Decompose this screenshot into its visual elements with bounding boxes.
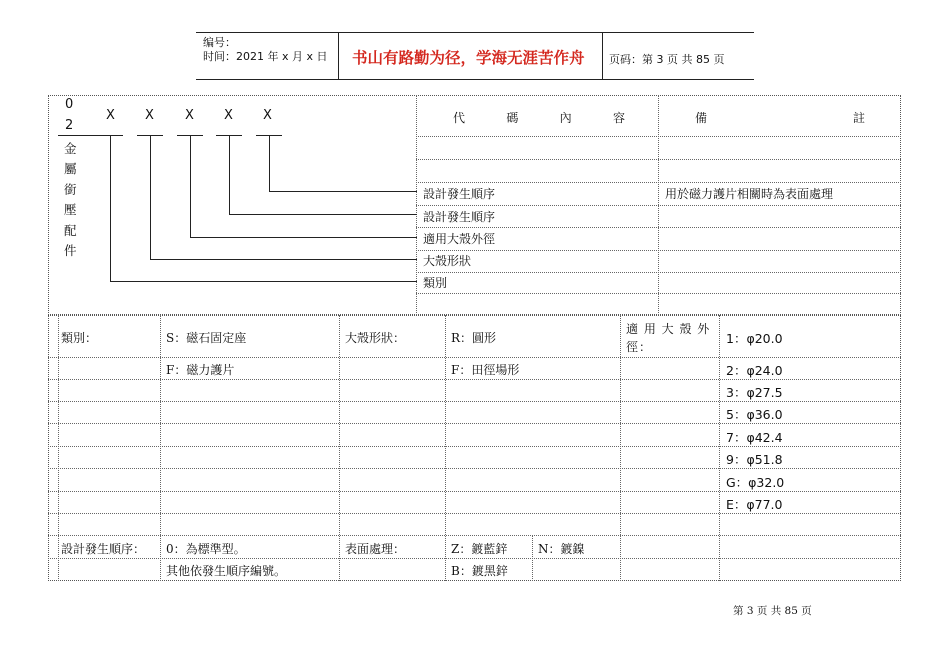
diameter-item: 1：φ20.0 (726, 331, 783, 346)
remark-header-char: 註 (852, 111, 865, 125)
vertical-label-char: 件 (64, 243, 77, 258)
row-divider (48, 423, 901, 424)
code-remark-cell: 用於磁力護片相關時為表面處理 (665, 187, 834, 201)
header-divider (338, 32, 339, 79)
leader-line (269, 191, 417, 192)
row-divider (48, 468, 901, 469)
vertical-label-char: 屬 (64, 161, 77, 176)
surface-item: B：鍍黑鋅 (451, 564, 508, 578)
diameter-item: 9：φ51.8 (726, 452, 783, 467)
leader-line (110, 281, 417, 282)
surface-item: Z：鍍藍鋅 (451, 542, 508, 556)
surface-item: N：鍍鎳 (538, 542, 585, 556)
code-position: X (263, 108, 272, 123)
column-divider (160, 315, 161, 581)
leader-line (229, 135, 230, 215)
diameter-item: 5：φ36.0 (726, 407, 783, 422)
diameter-item: E：φ77.0 (726, 497, 783, 512)
page-info: 页码：第 3 页 共 85 页 (609, 53, 725, 66)
sequence-item: 其他依發生順序編號。 (166, 564, 287, 578)
code-prefix-digit: 0 (65, 97, 74, 112)
code-content-cell: 設計發生順序 (423, 187, 496, 201)
row-divider (48, 558, 901, 559)
vertical-label-char: 金 (64, 141, 77, 156)
vertical-label-char: 配 (64, 223, 77, 238)
column-divider (719, 315, 720, 581)
code-content-cell: 類別 (423, 276, 448, 290)
code-position: X (224, 108, 233, 123)
column-divider (339, 315, 340, 581)
diameter-item: 3：φ27.5 (726, 385, 783, 400)
sequence-label: 設計發生順序： (61, 542, 146, 556)
leader-line (269, 135, 270, 192)
code-content-cell: 設計發生順序 (423, 210, 496, 224)
column-divider (620, 315, 621, 581)
column-divider (58, 315, 59, 581)
surface-label: 表面處理： (345, 542, 406, 556)
category-item: S：磁石固定座 (166, 331, 247, 345)
leader-line (110, 135, 111, 282)
column-divider (445, 315, 446, 581)
sequence-item: 0：為標準型。 (166, 542, 246, 556)
row-divider (416, 159, 901, 160)
code-prefix-digit: 2 (65, 118, 74, 133)
code-position: X (145, 108, 154, 123)
row-divider (416, 182, 901, 183)
row-divider (416, 272, 901, 273)
row-divider (416, 136, 901, 137)
row-divider (416, 227, 901, 228)
row-divider (48, 491, 901, 492)
diameter-item: 7：φ42.4 (726, 430, 783, 445)
leader-line (190, 135, 191, 238)
code-position: X (106, 108, 115, 123)
code-content-cell: 大殼形狀 (423, 254, 472, 268)
row-divider (48, 379, 901, 380)
number-label: 编号： (203, 36, 236, 49)
row-divider (48, 513, 901, 514)
diameter-label: 適 用 大 殼 外 徑： (626, 322, 711, 354)
remark-header (695, 109, 865, 126)
shape-item: F：田徑場形 (451, 363, 520, 377)
shape-item: R：圓形 (451, 331, 497, 345)
content-header-char: 代 (453, 111, 466, 125)
motto: 书山有路勤为径，学海无涯苦作舟 (352, 48, 585, 67)
row-divider (416, 250, 901, 251)
leader-line (150, 135, 151, 260)
content-header-char: 內 (559, 111, 572, 125)
diameter-item: G：φ32.0 (726, 475, 785, 490)
category-label: 類別： (61, 331, 98, 345)
leader-line (150, 259, 417, 260)
prefix-underline (58, 135, 100, 136)
code-content-cell: 適用大殼外徑 (423, 232, 496, 246)
remark-header-char: 備 (695, 111, 708, 125)
leader-line (229, 214, 417, 215)
row-divider (416, 293, 901, 294)
shape-label: 大殼形狀： (345, 331, 406, 345)
row-divider (416, 205, 901, 206)
time-label: 时间：2021 年 x 月 x 日 (203, 50, 328, 63)
header-top-rule (196, 32, 754, 33)
code-position: X (185, 108, 194, 123)
row-divider (48, 401, 901, 402)
footer-page-info: 第 3 页 共 85 页 (733, 605, 812, 617)
content-header-char: 容 (612, 111, 625, 125)
diameter-item: 2：φ24.0 (726, 363, 783, 378)
vertical-label-char: 銜 (64, 182, 77, 197)
row-divider (48, 357, 901, 358)
category-item: F：磁力護片 (166, 363, 235, 377)
leader-line (190, 237, 417, 238)
row-divider (48, 535, 901, 536)
row-divider (48, 446, 901, 447)
header-bottom-rule (196, 79, 754, 80)
header-divider (602, 32, 603, 79)
content-header-char: 碼 (506, 111, 519, 125)
content-header (453, 109, 625, 126)
vertical-label-char: 壓 (64, 202, 77, 217)
